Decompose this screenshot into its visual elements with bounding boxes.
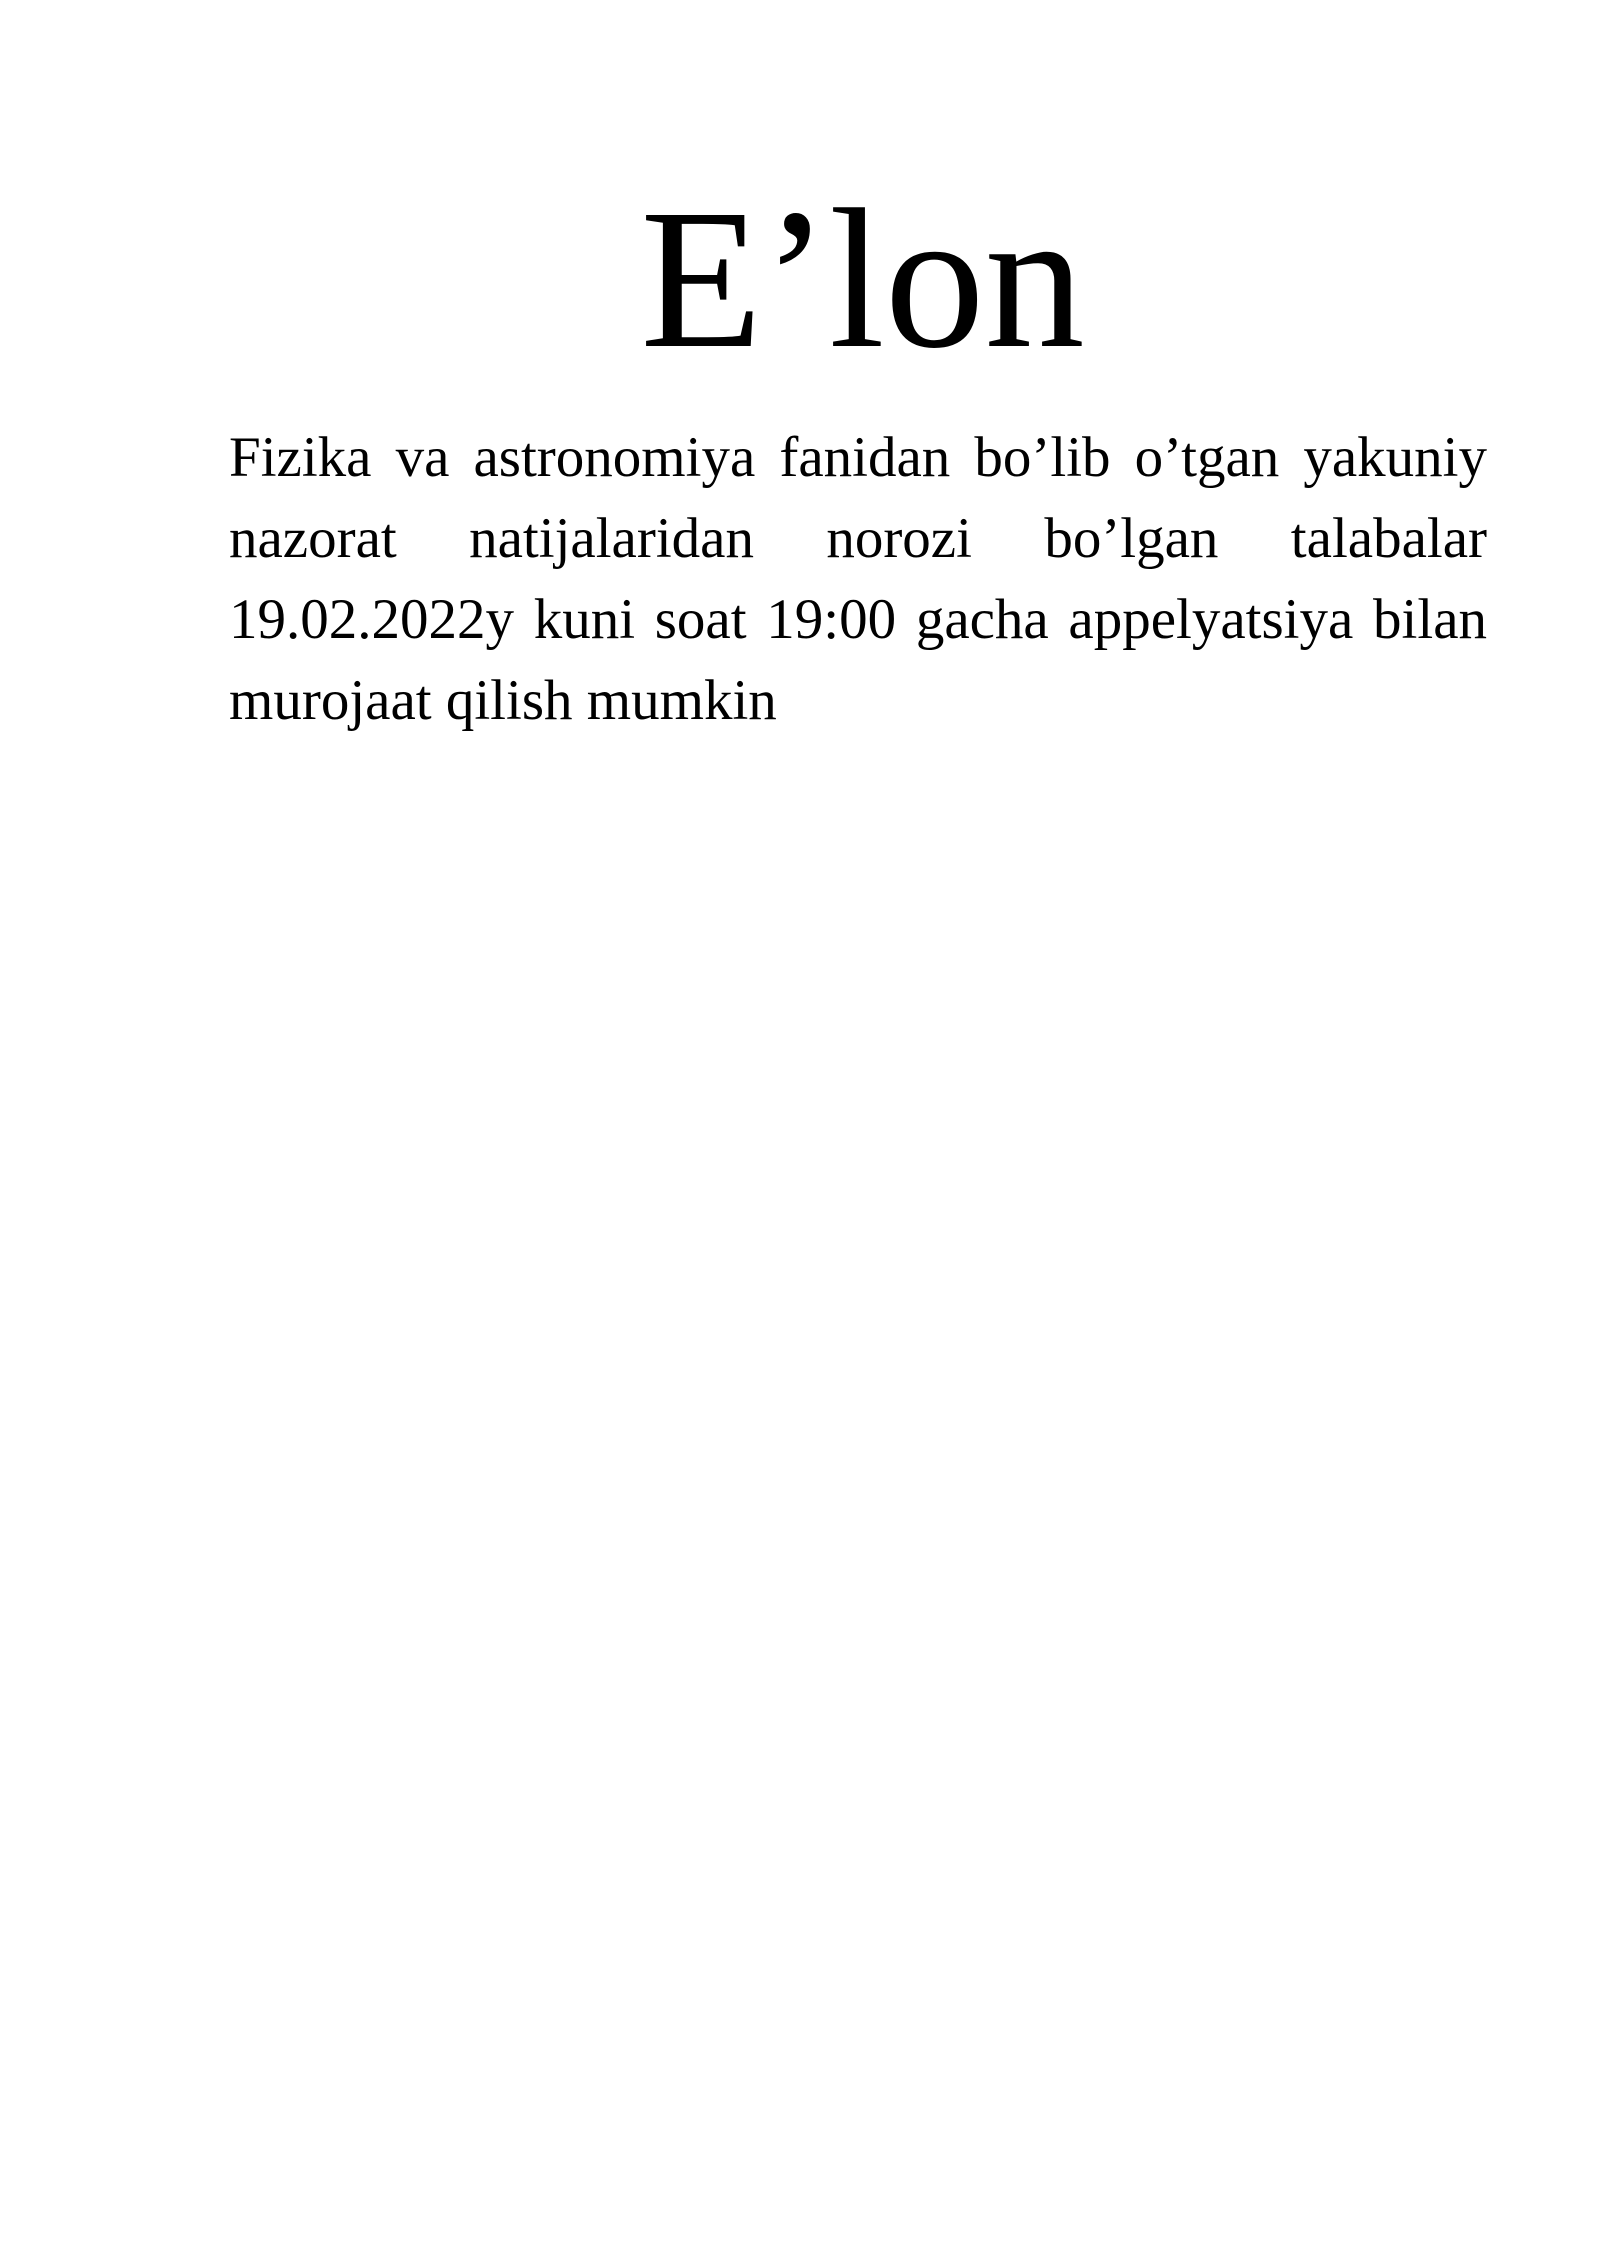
page-title: E’lon [640,169,1085,390]
announcement-paragraph: Fizika va astronomiya fanidan bo’lib o’tgan yakuniy nazorat natijalaridan norozi bo’lgan talabalar 19.02.2022y kuni soat 19:00 gacha appelyatsiya bilan murojaat qilish mumkin [229,426,1487,732]
